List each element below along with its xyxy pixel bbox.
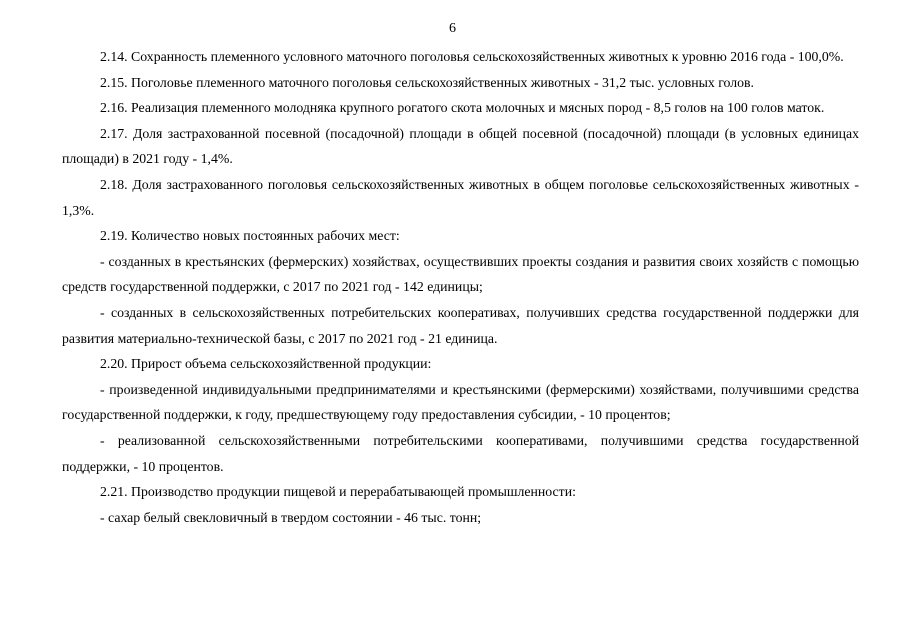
list-item-sold-growth: - реализованной сельскохозяйственными потребительскими кооперативами, получившими средства государственной поддержки, - 10 процентов. [62, 432, 859, 474]
paragraph-2-18: 2.18. Доля застрахованного поголовья сельскохозяйственных животных в общем поголовье сельскохозяйственных животных - 1,3%. [62, 176, 859, 218]
document-body [62, 44, 859, 530]
paragraph-2-20: 2.20. Прирост объема сельскохозяйственной продукции: [100, 356, 432, 372]
list-item-cooperative-jobs: - созданных в сельскохозяйственных потребительских кооперативах, получивших средства государственной поддержки для развития материально-технической базы, с 2017 по 2021 год - 21 единица. [62, 304, 859, 346]
page-number: 6 [449, 21, 456, 36]
paragraph-2-15: 2.15. Поголовье племенного маточного поголовья сельскохозяйственных животных - 31,2 тыс. условных голов. [100, 74, 755, 90]
paragraph-2-17: 2.17. Доля застрахованной посевной (посадочной) площади в общей посевной (посадочной) площади (в условных единицах площади) в 2021 году - 1,4%. [62, 125, 859, 167]
list-item-sugar: - сахар белый свекловичный в твердом состоянии - 46 тыс. тонн; [100, 509, 482, 525]
paragraph-2-19: 2.19. Количество новых постоянных рабочих мест: [100, 228, 400, 244]
paragraph-2-14: 2.14. Сохранность племенного условного маточного поголовья сельскохозяйственных животных к уровню 2016 года - 100,0%. [100, 49, 844, 64]
list-item-produced-growth: - произведенной индивидуальными предпринимателями и крестьянскими (фермерскими) хозяйствами, получившими средства государственной поддержки, к году, предшествующему году предоставления субсидии, - 10 процентов; [62, 381, 859, 423]
paragraph-2-16: 2.16. Реализация племенного молодняка крупного рогатого скота молочных и мясных пород - 8,5 голов на 100 голов маток. [100, 100, 825, 116]
list-item-farm-jobs: - созданных в крестьянских (фермерских) хозяйствах, осуществивших проекты создания и развития своих хозяйств с помощью средств государственной поддержки, с 2017 по 2021 год - 142 единицы; [62, 253, 859, 295]
paragraph-2-21: 2.21. Производство продукции пищевой и перерабатывающей промышленности: [100, 484, 576, 500]
